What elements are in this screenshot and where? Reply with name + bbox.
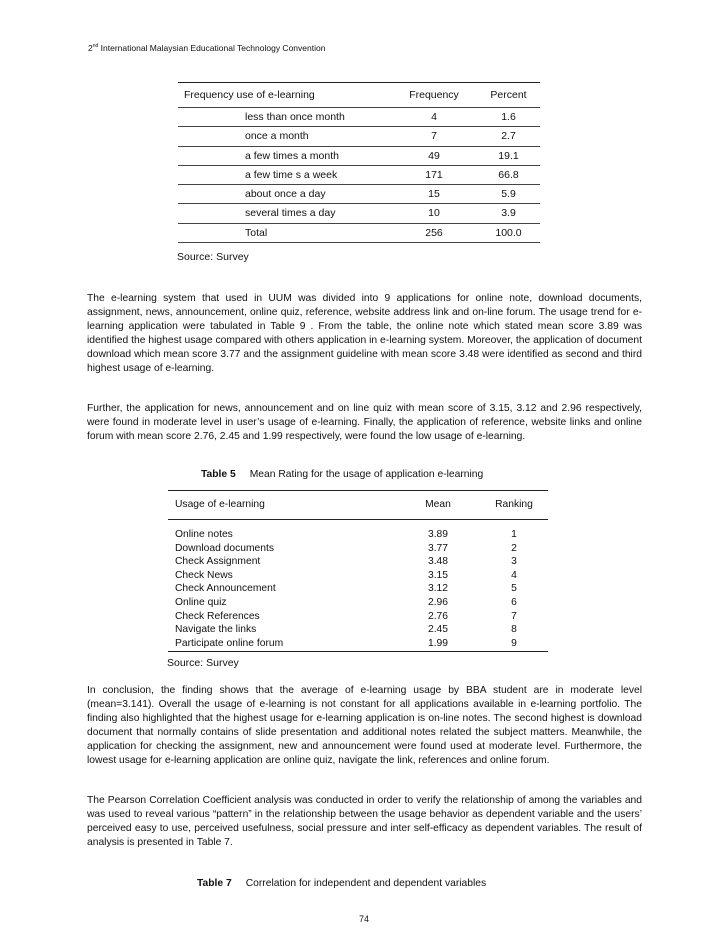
row-mean: 1.99 xyxy=(427,637,449,649)
row-mean: 2.45 xyxy=(427,624,449,636)
row-rank: 8 xyxy=(511,624,517,636)
row-label: Check Announcement xyxy=(175,583,276,595)
header-number: 2 xyxy=(88,43,93,53)
row-rank: 7 xyxy=(511,610,517,622)
row-label: Navigate the links xyxy=(175,624,257,636)
mean-rating-table xyxy=(168,490,548,652)
row-rank: 2 xyxy=(511,542,517,554)
row-label: Participate online forum xyxy=(175,637,284,649)
col-header-percent: Percent xyxy=(490,89,527,101)
row-percent: 2.7 xyxy=(501,130,516,143)
frequency-table xyxy=(178,82,540,243)
row-mean: 3.15 xyxy=(427,569,449,581)
page-number: 74 xyxy=(358,914,369,924)
row-mean: 2.76 xyxy=(427,610,449,622)
row-percent: 19.1 xyxy=(498,149,519,162)
row-label: Total xyxy=(245,226,268,239)
frequency-table-header xyxy=(178,83,540,108)
table-row xyxy=(178,127,540,146)
row-frequency: 49 xyxy=(428,149,440,162)
row-frequency: 10 xyxy=(428,207,440,220)
row-label: Check News xyxy=(175,569,233,581)
row-frequency: 171 xyxy=(425,168,443,181)
header-superscript: nd xyxy=(92,43,99,50)
row-label: about once a day xyxy=(245,188,326,201)
row-label: once a month xyxy=(245,130,309,143)
row-mean: 3.77 xyxy=(427,542,449,554)
table-row xyxy=(178,108,540,127)
paragraph: The e-learning system that used in UUM was divided into 9 applications for online note, download documents, assignment, news, announcement, online quiz, reference, website address link and on-line forum. The usage trend for e-learning application were tabulated in Table 9 . From the table, the online note which stated mean score 3.89 was identified the highest usage compared with others application in e-learning system. Moreover, the application of document download which mean score 3.77 and the assignment guideline with mean score 3.48 were identified as second and third highest usage of e-learning. xyxy=(87,293,642,375)
row-percent: 66.8 xyxy=(498,168,519,181)
row-frequency: 15 xyxy=(428,188,440,201)
row-frequency: 7 xyxy=(431,130,437,143)
running-header xyxy=(88,43,325,53)
table-row xyxy=(168,596,548,610)
row-rank: 4 xyxy=(511,569,517,581)
table-source: Source: Survey xyxy=(177,251,249,263)
table-row xyxy=(168,623,548,637)
row-rank: 3 xyxy=(511,556,517,568)
row-mean: 3.48 xyxy=(427,556,449,568)
row-mean: 3.89 xyxy=(427,529,449,540)
row-label: Check Assignment xyxy=(175,556,261,568)
table-caption xyxy=(201,469,483,480)
table-row xyxy=(168,542,548,556)
col-header-ranking: Ranking xyxy=(495,499,533,510)
caption-label: Table 5 xyxy=(201,469,236,480)
table-row xyxy=(168,610,548,624)
row-rank: 9 xyxy=(511,637,517,649)
table-row xyxy=(178,147,540,166)
table-row xyxy=(178,166,540,185)
paragraph: The Pearson Correlation Coefficient analysis was conducted in order to verify the relationship of among the variables and was used to reveal various “pattern” in the relationship between the usage behavior as dependent variable and the users’ perceived easy to use, perceived usefulness, social pressure and inter self-efficacy as dependent variables. The result of analysis is presented in Table 7. xyxy=(87,795,642,849)
caption-text: Mean Rating for the usage of application e-learning xyxy=(249,469,484,480)
row-label: a few time s a week xyxy=(245,168,338,181)
row-percent: 5.9 xyxy=(501,188,516,201)
row-frequency: 256 xyxy=(425,226,443,239)
row-mean: 3.12 xyxy=(427,583,449,595)
mean-rating-table-header xyxy=(168,490,548,520)
table-caption xyxy=(197,878,486,889)
paragraph: Further, the application for news, announcement and on line quiz with mean score of 3.15, 3.12 and 2.96 respectively, were found in moderate level in user’s usage of e-learning. Finally, the application of reference, website links and online forum with mean score 2.76, 2.45 and 1.99 respectively, were found the low usage of e-learning. xyxy=(87,403,642,443)
row-rank: 5 xyxy=(511,583,517,595)
table-row xyxy=(178,185,540,204)
col-header-mean: Mean xyxy=(425,499,451,510)
row-frequency: 4 xyxy=(431,111,437,123)
col-header-usage: Frequency use of e-learning xyxy=(184,89,315,101)
caption-label: Table 7 xyxy=(197,878,232,889)
row-rank: 6 xyxy=(511,596,517,608)
row-label: Online notes xyxy=(175,529,233,540)
table-row xyxy=(168,569,548,583)
row-label: less than once month xyxy=(245,111,345,123)
row-label: Online quiz xyxy=(175,596,227,608)
table-row xyxy=(168,528,548,542)
header-text: International Malaysian Educational Technology Convention xyxy=(98,43,326,53)
table-row xyxy=(168,582,548,596)
row-label: Check References xyxy=(175,610,260,622)
row-rank: 1 xyxy=(511,529,517,540)
row-label: Download documents xyxy=(175,542,275,554)
table-row xyxy=(168,555,548,569)
table-source: Source: Survey xyxy=(167,657,239,669)
row-label: a few times a month xyxy=(245,149,339,162)
row-percent: 100.0 xyxy=(495,226,522,239)
table-row-total xyxy=(178,224,540,243)
col-header-frequency: Frequency xyxy=(409,89,459,101)
row-percent: 3.9 xyxy=(501,207,516,220)
table-row xyxy=(168,637,548,651)
caption-text: Correlation for independent and dependent variables xyxy=(245,878,487,889)
row-label: several times a day xyxy=(245,207,336,220)
col-header-usage: Usage of e-learning xyxy=(175,499,265,510)
table-row xyxy=(178,204,540,223)
paragraph: In conclusion, the finding shows that the average of e-learning usage by BBA student are in moderate level (mean=3.141). Overall the usage of e-learning is not constant for all applications available in e-learning portfolio. The finding also highlighted that the highest usage for e-learning application is on-line notes. The second highest is download document that normally contains of slide presentation and additional notes related the subject matters. Meanwhile, the application for checking the assignment, new and announcement were found used at moderate level. Furthermore, the lowest usage for e-learning application are online quiz, navigate the link, references and online forum. xyxy=(87,685,642,767)
row-percent: 1.6 xyxy=(501,111,516,123)
row-mean: 2.96 xyxy=(427,596,449,608)
